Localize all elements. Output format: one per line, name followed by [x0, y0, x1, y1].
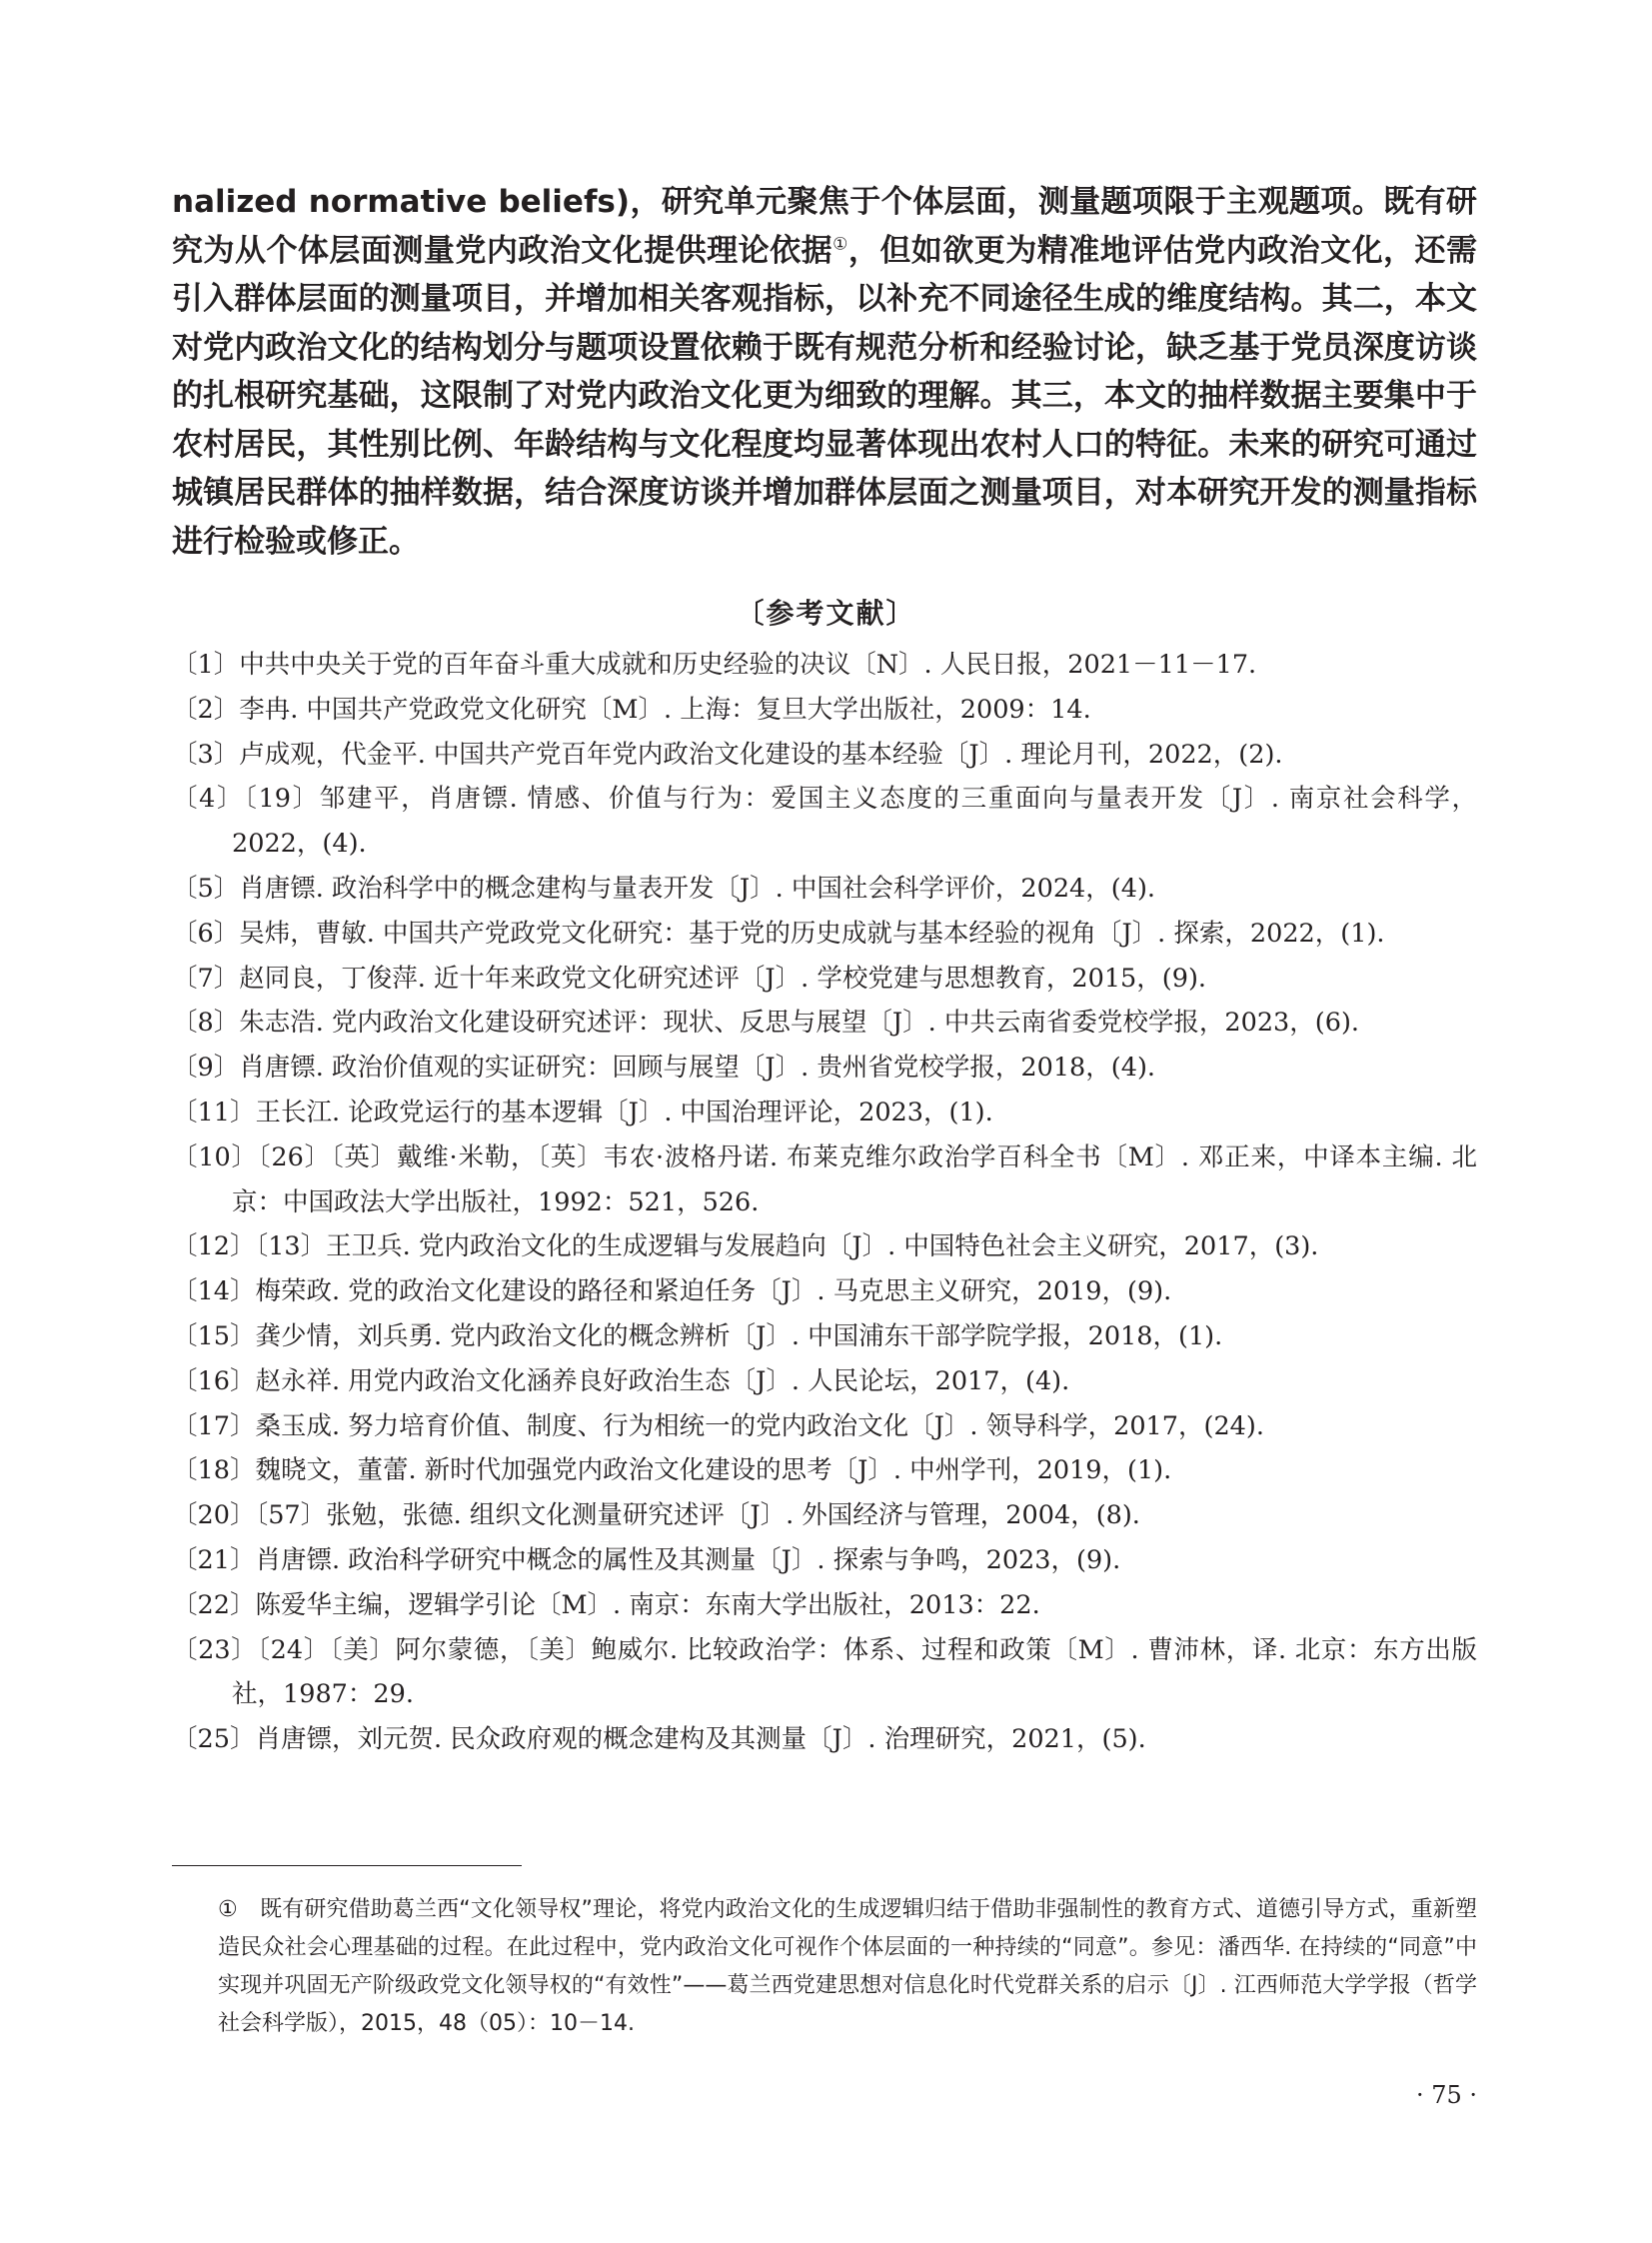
- page-number: · 75 ·: [1415, 2081, 1477, 2109]
- body-text-part-1: nalized normative beliefs)，研究单元聚焦于个体层面，测量题项限于主观题项。既有研究为从个体层面测量党内政治文化提供理论依据: [172, 184, 1477, 269]
- reference-item: 〔18〕魏晓文，董蕾. 新时代加强党内政治文化建设的思考〔J〕. 中州学刊，2019，(1).: [172, 1455, 1172, 1486]
- reference-item: 〔23〕〔24〕〔美〕阿尔蒙德，〔美〕鲍威尔. 比较政治学：体系、过程和政策〔M〕. 曹沛林，译. 北京：东方出版社，1987：29.: [172, 1634, 1477, 1710]
- references-heading: 〔参考文献〕: [736, 597, 916, 630]
- reference-item: 〔25〕肖唐镖，刘元贺. 民众政府观的概念建构及其测量〔J〕. 治理研究，2021，(5).: [172, 1724, 1146, 1755]
- reference-item: 〔22〕陈爱华主编，逻辑学引论〔M〕. 南京：东南大学出版社，2013：22.: [172, 1589, 1040, 1620]
- reference-item: 〔15〕龚少情，刘兵勇. 党内政治文化的概念辨析〔J〕. 中国浦东干部学院学报，2018，(1).: [172, 1320, 1223, 1351]
- reference-item: 〔14〕梅荣政. 党的政治文化建设的路径和紧迫任务〔J〕. 马克思主义研究，2019，(9).: [172, 1276, 1172, 1307]
- reference-item: 〔6〕吴炜，曹敏. 中国共产党政党文化研究：基于党的历史成就与基本经验的视角〔J〕. 探索，2022，(1).: [172, 918, 1385, 949]
- reference-item: 〔9〕肖唐镖. 政治价值观的实证研究：回顾与展望〔J〕. 贵州省党校学报，2018，(4).: [172, 1053, 1155, 1084]
- reference-item: 〔20〕〔57〕张勉，张德. 组织文化测量研究述评〔J〕. 外国经济与管理，2004，(8).: [172, 1500, 1140, 1531]
- reference-item: 〔5〕肖唐镖. 政治科学中的概念建构与量表开发〔J〕. 中国社会科学评价，2024，(4).: [172, 873, 1155, 904]
- reference-item: 〔21〕肖唐镖. 政治科学研究中概念的属性及其测量〔J〕. 探索与争鸣，2023，(9).: [172, 1544, 1121, 1575]
- reference-list: [172, 643, 1477, 1762]
- reference-item: 〔1〕中共中央关于党的百年奋斗重大成就和历史经验的决议〔N〕. 人民日报，2021－11－17.: [172, 650, 1257, 680]
- footnote-mark: ①: [218, 1897, 238, 1922]
- reference-item: 〔4〕〔19〕邹建平，肖唐镖. 情感、价值与行为：爱国主义态度的三重面向与量表开发〔J〕. 南京社会科学，2022，(4).: [172, 784, 1477, 860]
- footnote-text: 既有研究借助葛兰西“文化领导权”理论，将党内政治文化的生成逻辑归结于借助非强制性的教育方式、道德引导方式，重新塑造民众社会心理基础的过程。在此过程中，党内政治文化可视作个体层面的一种持续的“同意”。参见：潘西华. 在持续的“同意”中实现并巩固无产阶级政党文化领导权的“有效性”——葛兰西党建思想对信息化时代党群关系的启示〔J〕. 江西师范大学学报（哲学社会科学版），2015，48（05）：10－14.: [218, 1897, 1477, 2036]
- body-paragraph: [172, 178, 1477, 566]
- footnote-reference[interactable]: ①: [832, 234, 848, 255]
- body-text-part-2: ，但如欲更为精准地评估党内政治文化，还需引入群体层面的测量项目，并增加相关客观指标，以补充不同途径生成的维度结构。其二，本文对党内政治文化的结构划分与题项设置依赖于既有规范分析和经验讨论，缺乏基于党员深度访谈的扎根研究基础，这限制了对党内政治文化更为细致的理解。其三，本文的抽样数据主要集中于农村居民，其性别比例、年龄结构与文化程度均显著体现出农村人口的特征。未来的研究可通过城镇居民群体的抽样数据，结合深度访谈并增加群体层面之测量项目，对本研究开发的测量指标进行检验或修正。: [172, 232, 1478, 560]
- reference-item: 〔3〕卢成观，代金平. 中国共产党百年党内政治文化建设的基本经验〔J〕. 理论月刊，2022，(2).: [172, 739, 1283, 770]
- reference-item: 〔16〕赵永祥. 用党内政治文化涵养良好政治生态〔J〕. 人民论坛，2017，(4).: [172, 1365, 1070, 1396]
- reference-item: 〔10〕〔26〕〔英〕戴维·米勒，〔英〕韦农·波格丹诺. 布莱克维尔政治学百科全书〔M〕. 邓正来，中译本主编. 北京：中国政法大学出版社，1992：521，526.: [172, 1141, 1477, 1217]
- reference-item: 〔8〕朱志浩. 党内政治文化建设研究述评：现状、反思与展望〔J〕. 中共云南省委党校学报，2023，(6).: [172, 1008, 1359, 1039]
- reference-item: 〔12〕〔13〕王卫兵. 党内政治文化的生成逻辑与发展趋向〔J〕. 中国特色社会主义研究，2017，(3).: [172, 1231, 1319, 1262]
- footnote: [218, 1891, 1477, 2043]
- reference-item: 〔11〕王长江. 论政党运行的基本逻辑〔J〕. 中国治理评论，2023，(1).: [172, 1097, 993, 1127]
- footnote-divider: [172, 1865, 522, 1866]
- reference-item: 〔2〕李冉. 中国共产党政党文化研究〔M〕. 上海：复旦大学出版社，2009：14.: [172, 694, 1091, 725]
- reference-item: 〔7〕赵同良，丁俊萍. 近十年来政党文化研究述评〔J〕. 学校党建与思想教育，2015，(9).: [172, 963, 1206, 994]
- reference-item: 〔17〕桑玉成. 努力培育价值、制度、行为相统一的党内政治文化〔J〕. 领导科学，2017，(24).: [172, 1410, 1264, 1441]
